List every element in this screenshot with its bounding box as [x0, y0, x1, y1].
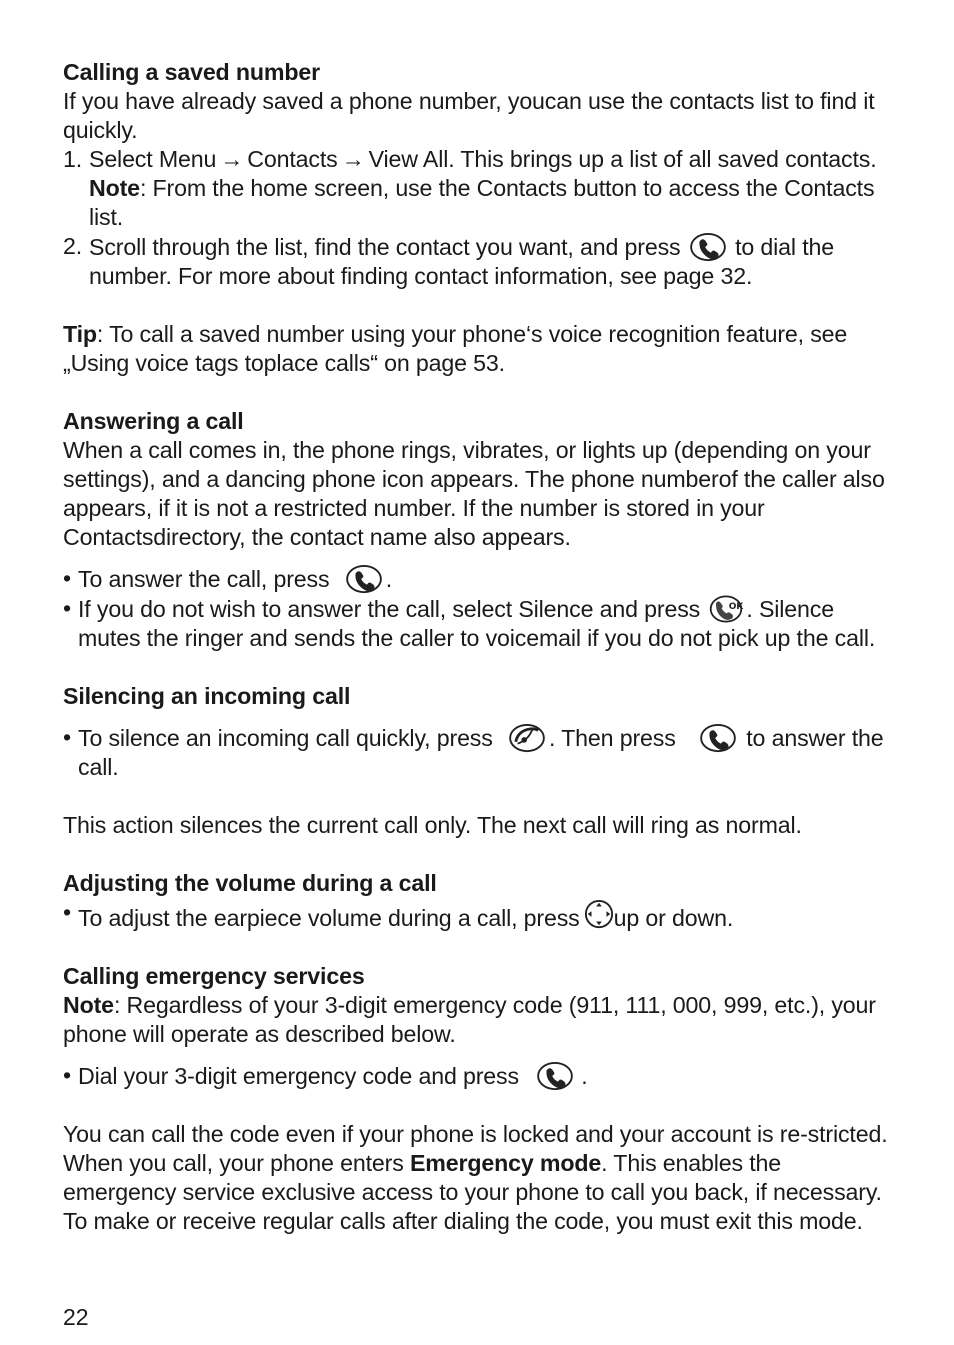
bullet-dot: • — [63, 565, 71, 591]
manual-page — [63, 58, 893, 1236]
emergency-body — [63, 1120, 893, 1236]
note-label: Note — [89, 175, 140, 201]
emergency-mode-label: Emergency mode — [409, 1150, 602, 1176]
answering-bullets — [63, 564, 893, 653]
heading-emergency-services: Calling emergency services — [63, 963, 365, 989]
step-text: Select Menu — [89, 146, 217, 172]
bullet-text: To silence an incoming call quickly, press — [78, 725, 493, 751]
note-label: Note — [63, 992, 114, 1018]
bullet-silence-quick — [63, 723, 893, 782]
heading-calling-saved-number: Calling a saved number — [63, 59, 320, 85]
volume-bullets — [63, 898, 893, 933]
answering-body: When a call comes in, the phone rings, vibrates, or lights up (depending on your settings), and a dancing phone icon appears. The phone numberof the caller also appears, if it is not a restricted number. If the number is stored in your Contactsdirectory, the contact name also appears. — [63, 437, 885, 550]
bullet-text: To adjust the earpiece volume during a call, press — [78, 905, 580, 931]
note-text: : From the home screen, use the Contacts button to access the Contacts list. — [89, 175, 875, 230]
step-number: 2. — [63, 233, 83, 259]
heading-silencing-call: Silencing an incoming call — [63, 683, 351, 709]
send-key-icon — [344, 564, 384, 594]
send-key-icon — [535, 1061, 575, 1091]
heading-adjusting-volume: Adjusting the volume during a call — [63, 870, 437, 896]
calling-saved-steps — [63, 145, 893, 291]
bullet-text: Dial your 3-digit emergency code and press — [78, 1063, 519, 1089]
bullet-text: . — [385, 566, 393, 592]
bullet-answer — [63, 564, 893, 594]
note-text: : Regardless of your 3-digit emergency code (911, 111, 000, 999, etc.), your phone will operate as described below. — [63, 992, 876, 1047]
bullet-text: to answer the call. — [78, 725, 884, 780]
nav-key-icon — [584, 898, 614, 930]
emergency-note — [63, 991, 893, 1049]
emergency-bullets — [63, 1061, 893, 1091]
bullet-text: To answer the call, press — [78, 566, 330, 592]
silencing-bullets — [63, 723, 893, 782]
step-2 — [63, 232, 893, 291]
bullet-dot: • — [63, 595, 71, 621]
send-key-icon — [698, 723, 738, 753]
send-key-icon — [689, 232, 727, 262]
bullet-volume — [63, 898, 893, 933]
page-number: 22 — [63, 1304, 89, 1330]
bullet-dot: • — [63, 899, 71, 925]
step-text: View All. This brings up a list of all saved contacts. — [368, 146, 877, 172]
heading-answering-call: Answering a call — [63, 408, 244, 434]
step-1 — [63, 145, 893, 232]
arrow-right-icon: → — [220, 146, 244, 172]
ok-key-icon — [708, 594, 744, 624]
bullet-dial-emergency — [63, 1061, 893, 1091]
step-text: to dial the number. For more about finding contact information, see page 32. — [89, 234, 834, 289]
bullet-text: If you do not wish to answer the call, select Silence and press — [78, 596, 701, 622]
step-text: Scroll through the list, find the contact you want, and press — [89, 234, 681, 260]
silence-key-icon — [507, 723, 547, 753]
bullet-text: . — [581, 1063, 588, 1089]
step-text: Contacts — [247, 146, 338, 172]
tip-label: Tip — [63, 321, 97, 347]
emergency-text: You can call the code even if your phone is locked and your account is re-stricted. When you call, your phone enters — [63, 1121, 888, 1176]
tip-paragraph — [63, 320, 893, 378]
emergency-text: . This enables the emergency service exclusive access to your phone to call you back, if necessary. To make or receive regular calls after dialing the code, you must exit this mode. — [63, 1150, 882, 1234]
bullet-text: . Then press — [549, 725, 676, 751]
bullet-dot: • — [63, 724, 71, 750]
step-number: 1. — [63, 146, 83, 172]
bullet-silence — [63, 594, 893, 653]
bullet-text: up or down. — [613, 905, 734, 931]
bullet-dot: • — [63, 1062, 71, 1088]
tip-text: : To call a saved number using your phone‘s voice recognition feature, see „Using voice tags toplace calls“ on page 53. — [63, 321, 848, 376]
calling-saved-intro: If you have already saved a phone number, youcan use the contacts list to find it quickly. — [63, 88, 875, 143]
bullet-text: . Silence mutes the ringer and sends the caller to voicemail if you do not pick up the call. — [78, 596, 876, 651]
silencing-body: This action silences the current call only. The next call will ring as normal. — [63, 812, 802, 838]
arrow-right-icon: → — [341, 146, 365, 172]
